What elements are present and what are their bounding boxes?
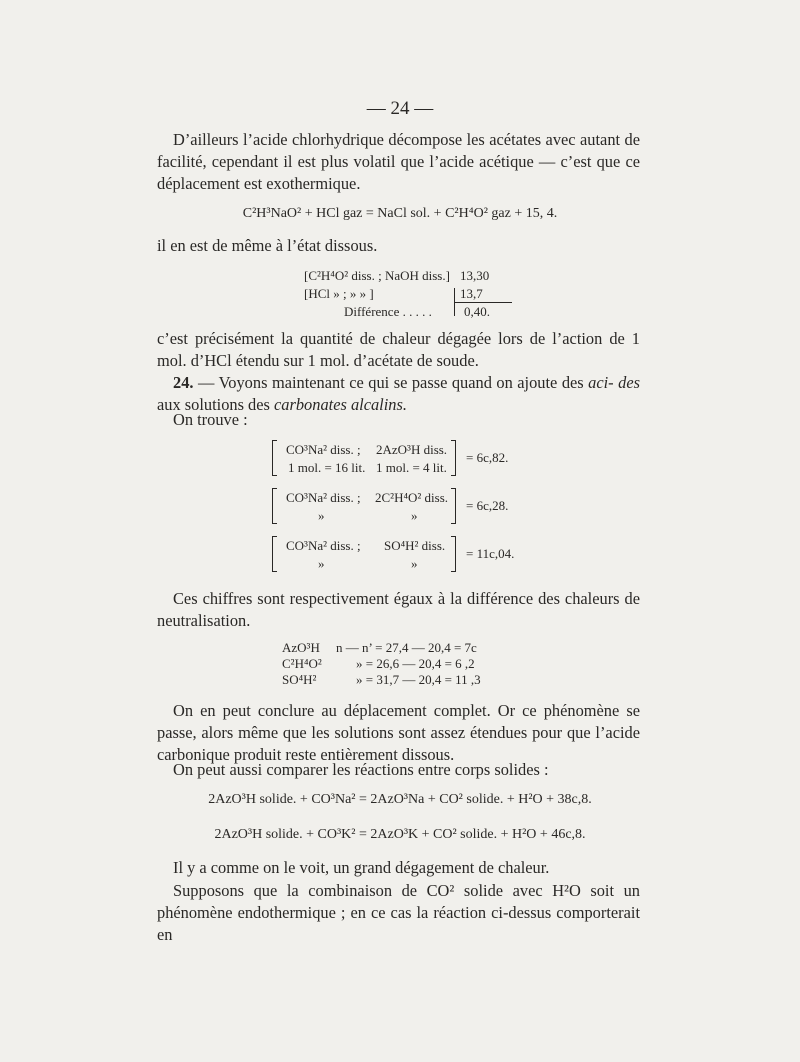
right-bracket-2	[451, 488, 456, 524]
row-1-name: AzO³H	[282, 640, 320, 655]
row-1-expression: n — n’ = 27,4 — 20,4 = 7c	[336, 640, 477, 655]
table-row-3-value: 0,40.	[464, 304, 490, 319]
section-text-italic-2: des	[618, 373, 640, 392]
table-row-1-value: 13,30	[460, 268, 490, 283]
section-text-italic-3: carbonates alcalins.	[274, 395, 407, 414]
table-row-1-label: [C²H⁴O² diss. ; NaOH diss.]	[304, 268, 450, 283]
vertical-rule	[454, 288, 455, 316]
row-3-expression: » = 31,7 — 20,4 = 11 ,3	[356, 672, 481, 687]
paragraph-3	[157, 328, 640, 372]
row-2-expression: » = 26,6 — 20,4 = 6 ,2	[356, 656, 475, 671]
equation-1: C²H³NaO² + HCl gaz = NaCl sol. + C²H⁴O² gaz + 15, 4.	[242, 206, 558, 221]
page-number: — 24 —	[366, 98, 434, 119]
left-bracket-3	[272, 536, 277, 572]
bracket-group-1-d: 1 mol. = 4 lit.	[376, 460, 447, 475]
row-3-name: SO⁴H²	[282, 672, 317, 687]
table-row-3-label: Différence . . . . .	[344, 304, 432, 319]
equation-2: 2AzO³H solide. + CO³Na² = 2AzO³Na + CO² solide. + H²O + 38c,8.	[208, 792, 592, 807]
bracket-group-2-value: = 6c,28.	[466, 498, 509, 513]
bracket-group-3-value: = 11c,04.	[466, 546, 515, 561]
table-row-2-label: [HCl » ; » » ]	[304, 286, 374, 301]
bracket-group-1-c: 1 mol. = 16 lit.	[288, 460, 366, 475]
bracket-group-1-a: CO³Na² diss. ;	[286, 442, 361, 457]
bracket-group-1-value: = 6c,82.	[466, 450, 509, 465]
bracket-group-2-c: »	[318, 508, 325, 523]
sum-rule	[454, 302, 512, 303]
bracket-group-1-b: 2AzO³H diss.	[376, 442, 448, 457]
on-trouve: On trouve :	[173, 410, 248, 429]
paragraph-7: Il y a comme on le voit, un grand dégagement de chaleur.	[173, 858, 550, 877]
bracket-group-3-d: »	[411, 556, 418, 571]
left-bracket-2	[272, 488, 277, 524]
paragraph-4: Ces chiffres sont respectivement égaux à la différence des chaleurs de neutralisation.	[157, 589, 640, 630]
row-2-name: C²H⁴O²	[282, 656, 322, 671]
paragraph-2: il en est de même à l’état dissous.	[157, 236, 378, 255]
left-bracket-1	[272, 440, 277, 476]
bracket-group-2-a: CO³Na² diss. ;	[286, 490, 361, 505]
bracket-group-2-b: 2C²H⁴O² diss.	[375, 490, 449, 505]
paragraph-8: Supposons que la combinaison de CO² solide avec H²O soit un phénomène endothermique ; en ce cas la réaction ci-dessus comporterait en	[157, 881, 640, 944]
bracket-group-3-b: SO⁴H² diss.	[384, 538, 446, 553]
equation-3: 2AzO³H solide. + CO³K² = 2AzO³K + CO² solide. + H²O + 46c,8.	[214, 827, 586, 842]
section-text-italic-1: aci-	[588, 373, 614, 392]
bracket-group-3-a: CO³Na² diss. ;	[286, 538, 361, 553]
paragraph-1: D’ailleurs l’acide chlorhydrique décompose les acétates avec autant de facilité, cependant il est plus volatil que l’acide acétique — c’est que ce déplacement est exothermique.	[157, 130, 640, 193]
paragraph-5: On en peut conclure au déplacement complet. Or ce phénomène se passe, alors même que les solutions sont assez étendues pour que l’acide carbonique produit reste entièrement dissous.	[157, 701, 640, 764]
paragraph-3-text: c’est précisément la quantité de chaleur dégagée lors de l’action de 1 mol. d’HCl étendu sur 1 mol. d’acétate de soude.	[157, 329, 640, 370]
table-row-2-value: 13,7	[460, 286, 483, 301]
paragraph-6: On peut aussi comparer les réactions entre corps solides :	[173, 760, 549, 779]
right-bracket-1	[451, 440, 456, 476]
bracket-group-2-d: »	[411, 508, 418, 523]
bracket-group-3-c: »	[318, 556, 325, 571]
section-text-b: aux solutions des	[157, 395, 275, 414]
right-bracket-3	[451, 536, 456, 572]
section-text-a: — Voyons maintenant ce qui se passe quand on ajoute des	[193, 373, 589, 392]
section-number: 24.	[173, 373, 194, 392]
